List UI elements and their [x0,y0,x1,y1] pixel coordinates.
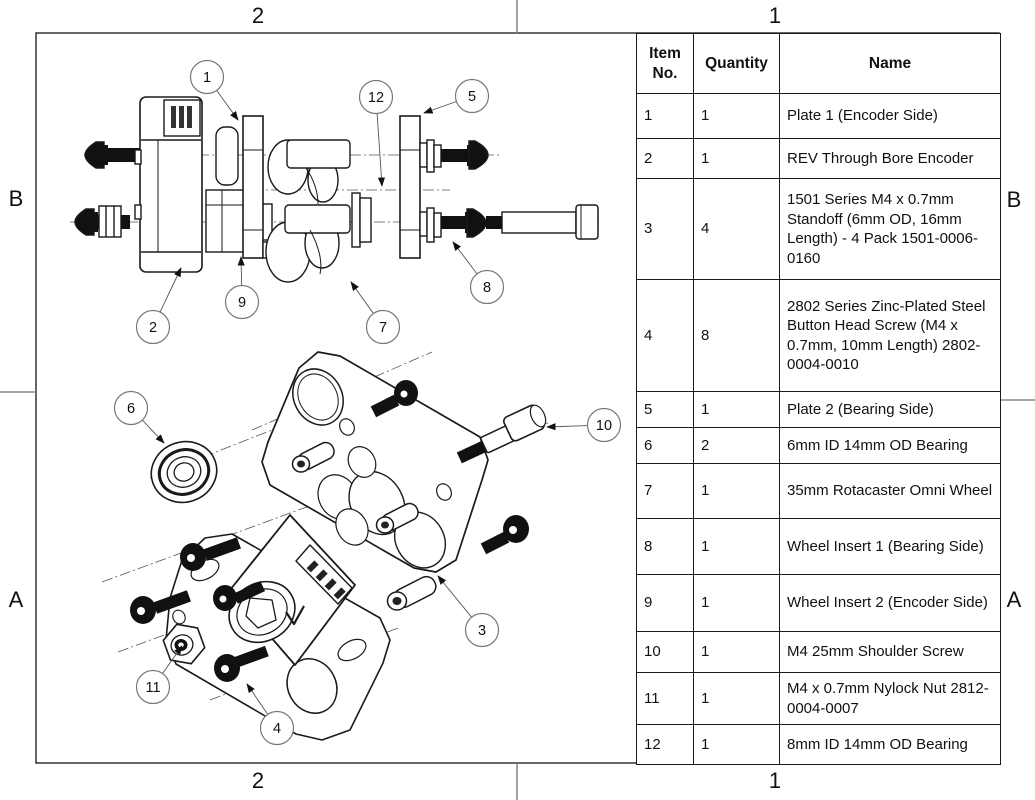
plate-2-side-view [400,116,427,258]
zone-label-left-b: B [8,186,24,211]
callout-balloon [360,81,393,187]
leader-line [424,102,456,113]
bom-cell-item: 1 [637,94,694,139]
leader-line [377,113,382,186]
balloon-number: 8 [482,280,492,297]
bom-cell-item: 3 [637,179,694,280]
zone-label-bottom-2: 2 [251,768,265,793]
bom-cell-name: Plate 2 (Bearing Side) [780,392,1001,428]
leader-line [453,242,477,274]
omni-wheel-side-view [266,140,350,282]
bom-header-quantity: Quantity [694,34,780,94]
bom-cell-qty: 1 [694,632,780,673]
leader-line [547,426,588,427]
balloon-number: 1 [202,70,212,87]
leader-line [438,576,472,617]
bom-header-name: Name [780,34,1001,94]
bom-cell-item: 2 [637,139,694,179]
balloon-number: 5 [467,89,477,106]
balloon-number: 6 [126,401,136,418]
bom-row [637,392,1001,428]
bom-row [637,575,1001,632]
callout-balloon [115,392,165,444]
bom-cell-qty: 4 [694,179,780,280]
zone-label-top-2: 2 [251,3,265,28]
balloon-number: 9 [237,295,247,312]
bearing-12-side-view [352,193,371,247]
bom-cell-qty: 1 [694,464,780,519]
leader-line [160,268,181,312]
bom-cell-qty: 8 [694,280,780,392]
balloon-number: 4 [272,721,282,738]
bom-row [637,139,1001,179]
balloon-number: 11 [145,680,161,697]
bom-table-container [636,33,1000,765]
bom-row [637,464,1001,519]
exploded-side-view [70,97,600,282]
bom-cell-item: 12 [637,725,694,765]
screw-shoulder-lower-side [427,205,598,242]
zone-label-left-a: A [8,587,24,612]
leader-line [142,420,164,443]
callout-balloon [438,576,499,647]
bom-cell-name: M4 x 0.7mm Nylock Nut 2812-0004-0007 [780,673,1001,725]
zone-label-top-1: 1 [768,3,782,28]
bom-cell-item: 5 [637,392,694,428]
balloon-number: 7 [378,320,388,337]
button-screw-side [85,142,140,168]
bom-cell-name: 8mm ID 14mm OD Bearing [780,725,1001,765]
bom-row [637,280,1001,392]
bom-header-row [637,34,1001,94]
leader-line [241,257,242,286]
bom-cell-name: REV Through Bore Encoder [780,139,1001,179]
balloon-number: 12 [367,90,385,107]
balloon-number: 2 [148,320,158,337]
bom-cell-qty: 1 [694,94,780,139]
callout-balloon [424,80,489,114]
zone-label-right-a: A [1006,587,1022,612]
callout-balloon [226,257,259,319]
bom-cell-name: 2802 Series Zinc-Plated Steel Button Head Screw (M4 x 0.7mm, 10mm Length) 2802-0004-0010 [780,280,1001,392]
callout-balloon [137,268,182,344]
screw-standoff-upper-side [427,140,488,172]
encoder-side-view [135,97,202,272]
bom-cell-name: Plate 1 (Encoder Side) [780,94,1001,139]
balloon-number: 3 [477,623,487,640]
bom-cell-qty: 1 [694,673,780,725]
bom-cell-name: 6mm ID 14mm OD Bearing [780,428,1001,464]
bom-cell-name: Wheel Insert 1 (Bearing Side) [780,519,1001,575]
bom-row [637,632,1001,673]
bom-cell-name: 35mm Rotacaster Omni Wheel [780,464,1001,519]
bom-cell-item: 6 [637,428,694,464]
bom-cell-item: 7 [637,464,694,519]
bom-cell-item: 9 [637,575,694,632]
zone-label-right-b: B [1006,187,1022,212]
bom-row [637,428,1001,464]
bom-cell-qty: 1 [694,519,780,575]
bearing-6-iso [143,433,226,512]
button-screw-nut-side [75,206,130,237]
bom-header-item: Item No. [637,34,694,94]
bom-row [637,673,1001,725]
callout-balloon [547,409,621,442]
bom-row [637,519,1001,575]
bom-cell-name: M4 25mm Shoulder Screw [780,632,1001,673]
bom-cell-item: 4 [637,280,694,392]
bom-cell-item: 11 [637,673,694,725]
callout-balloon [453,242,504,304]
bom-cell-qty: 2 [694,428,780,464]
bom-row [637,725,1001,765]
bom-table [636,33,1001,765]
bom-cell-qty: 1 [694,575,780,632]
bom-row [637,94,1001,139]
callout-balloon [351,282,400,344]
leader-line [351,282,373,314]
bom-cell-item: 8 [637,519,694,575]
zone-label-bottom-1: 1 [768,768,782,793]
bom-cell-name: 1501 Series M4 x 0.7mm Standoff (6mm OD, 16mm Length) - 4 Pack 1501-0006-0160 [780,179,1001,280]
bom-cell-qty: 1 [694,392,780,428]
encoder-cap-side-view [216,127,238,185]
bom-cell-name: Wheel Insert 2 (Encoder Side) [780,575,1001,632]
bom-cell-qty: 1 [694,725,780,765]
bom-cell-item: 10 [637,632,694,673]
balloon-number: 10 [595,418,613,435]
bom-row [637,179,1001,280]
leader-line [217,90,238,120]
bom-cell-qty: 1 [694,139,780,179]
